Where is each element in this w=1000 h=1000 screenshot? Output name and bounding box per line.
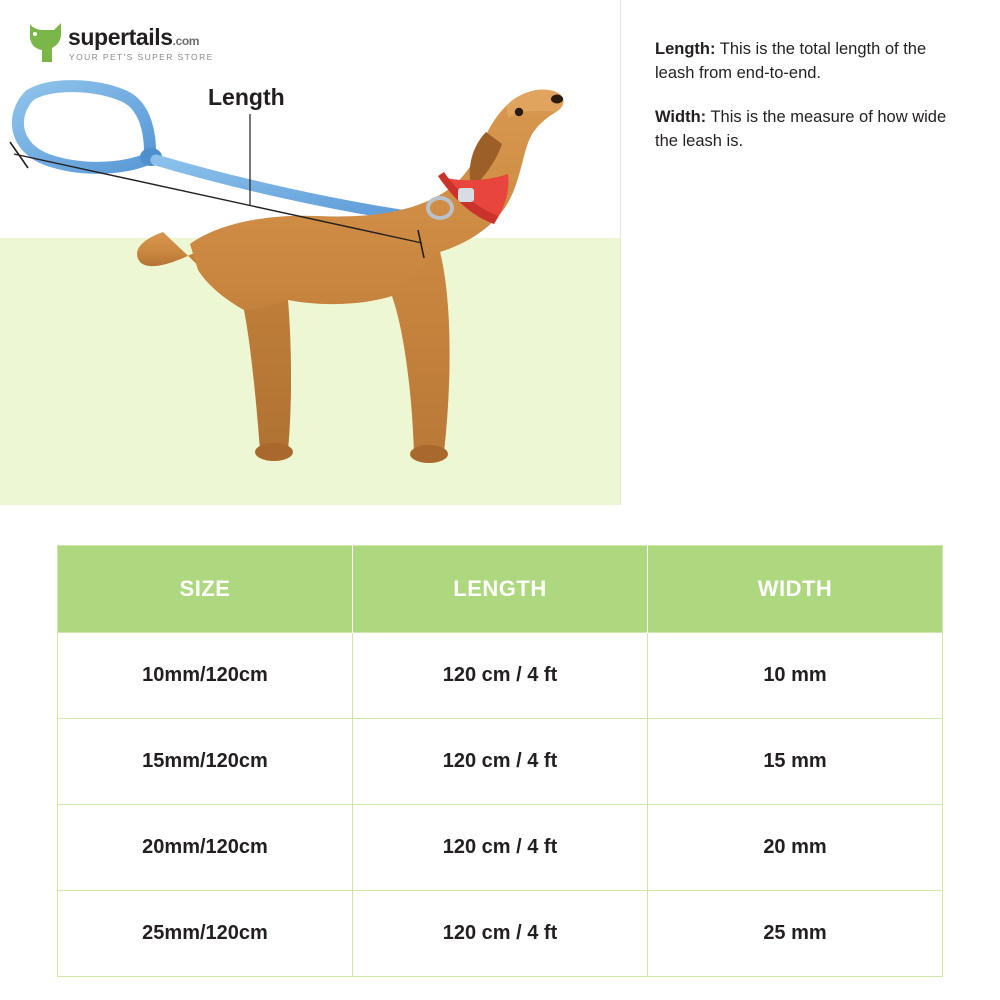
brand-name-part2: tails [128,24,173,50]
dog-logo-icon [22,18,64,64]
table-row [58,805,943,891]
cell-length: 120 cm / 4 ft [353,719,648,805]
brand-logo[interactable] [22,18,214,68]
cell-size: 15mm/120cm [58,719,353,805]
cell-size: 25mm/120cm [58,891,353,977]
column-header-size: SIZE [58,546,353,633]
cell-size: 10mm/120cm [58,633,353,719]
cell-width: 10 mm [648,633,943,719]
note-width-term: Width: [655,107,707,126]
brand-name-part1: super [68,24,129,50]
table-row [58,633,943,719]
notes-panel [655,38,960,174]
dog-illustration [137,90,564,463]
cell-width: 20 mm [648,805,943,891]
cell-length: 120 cm / 4 ft [353,633,648,719]
brand-domain-suffix: .com [172,34,200,48]
table-header-row [58,546,943,633]
table-row [58,891,943,977]
note-length [655,38,960,86]
cell-width: 15 mm [648,719,943,805]
note-length-term: Length: [655,40,716,58]
cell-length: 120 cm / 4 ft [353,805,648,891]
brand-tagline: YOUR PET'S SUPER STORE [69,52,214,62]
cell-size: 20mm/120cm [58,805,353,891]
brand-name [68,24,199,51]
column-header-width: WIDTH [648,546,943,633]
size-chart-table [57,545,943,977]
cell-length: 120 cm / 4 ft [353,891,648,977]
note-width [655,106,960,154]
length-caption: Length [208,84,285,110]
cell-width: 25 mm [648,891,943,977]
table-row [58,719,943,805]
column-header-length: LENGTH [353,546,648,633]
note-width-text: This is the measure of how wide the leash is. [655,107,947,150]
note-length-text: This is the total length of the leash from end-to-end. [655,40,927,82]
